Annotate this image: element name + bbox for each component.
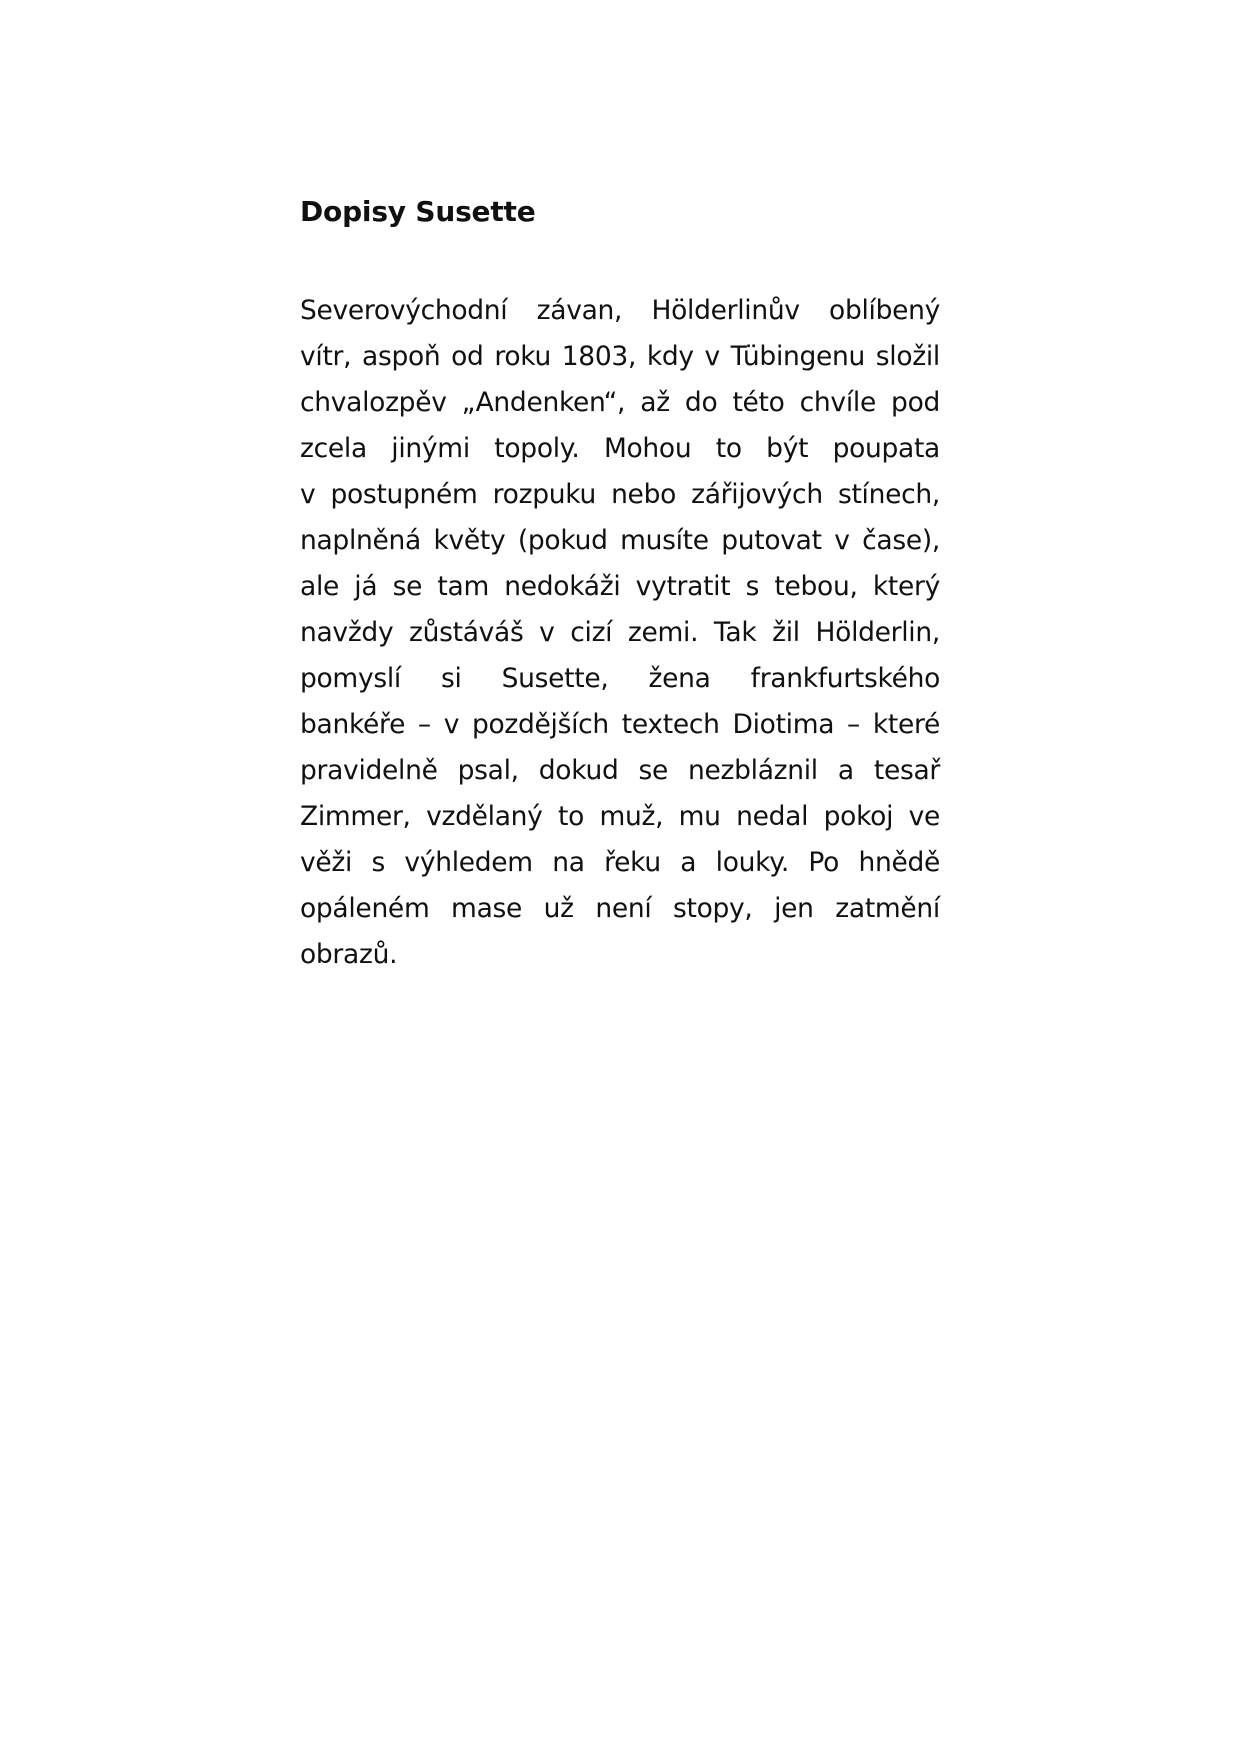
- text-line: navždy zůstáváš v cizí zemi. Tak žil Hölderlin,: [300, 617, 940, 648]
- text-line: v postupném rozpuku nebo zářijových stínech,: [300, 479, 940, 510]
- text-line: obrazů.: [300, 939, 398, 970]
- document-title: Dopisy Susette: [300, 195, 536, 228]
- text-line: bankéře – v pozdějších textech Diotima – které: [300, 709, 940, 740]
- text-line: opáleném mase už není stopy, jen zatmění: [300, 893, 940, 924]
- text-line: vítr, aspoň od roku 1803, kdy v Tübingenu složil: [300, 341, 940, 372]
- text-line: věži s výhledem na řeku a louky. Po hnědě: [300, 847, 940, 878]
- text-line: zcela jinými topoly. Mohou to být poupata: [300, 433, 940, 464]
- text-line: chvalozpěv „Andenken“, až do této chvíle pod: [300, 387, 940, 418]
- text-line: Zimmer, vzdělaný to muž, mu nedal pokoj ve: [300, 801, 940, 832]
- text-line: naplněná květy (pokud musíte putovat v čase),: [300, 525, 940, 556]
- text-line: Severovýchodní závan, Hölderlinův oblíbený: [300, 295, 940, 326]
- text-line: pomyslí si Susette, žena frankfurtského: [300, 663, 940, 694]
- text-line: pravidelně psal, dokud se nezbláznil a tesař: [300, 755, 940, 786]
- text-line: ale já se tam nedokáži vytratit s tebou, který: [300, 571, 940, 602]
- document-body: [300, 288, 940, 978]
